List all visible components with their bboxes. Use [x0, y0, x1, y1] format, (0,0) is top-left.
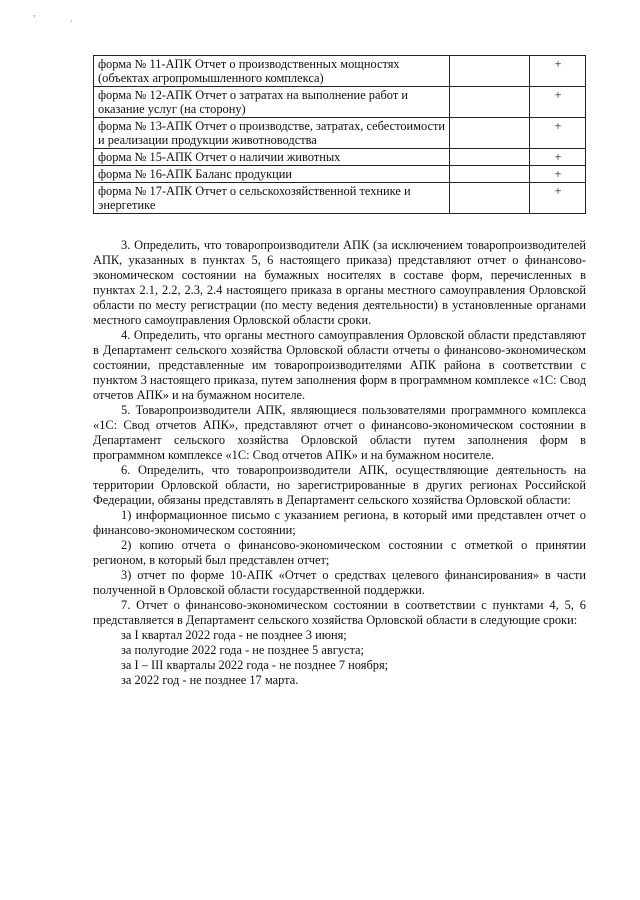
forms-table	[93, 55, 586, 214]
empty-cell	[450, 87, 530, 118]
deadline-9m: за I – III кварталы 2022 года - не позднее 7 ноября;	[121, 658, 389, 672]
paragraph-4: 4. Определить, что органы местного самоуправления Орловской области представляют в Департамент сельского хозяйства Орловской области отчеты о финансово-экономическом состоянии, представленные им товаропроизводителями АПК района в соответствии с пунктом 3 настоящего приказа, путем заполнения форм в программном комплексе «1С: Свод отчетов АПК» и на бумажном носителе.	[93, 328, 586, 402]
table-row	[94, 56, 586, 87]
plus-cell: +	[530, 166, 586, 183]
empty-cell	[450, 149, 530, 166]
subitem-1: 1) информационное письмо с указанием региона, в который ими представлен отчет о финансово-экономическом состоянии;	[93, 508, 586, 537]
plus-cell: +	[530, 183, 586, 214]
form-cell: форма № 16-АПК Баланс продукции	[94, 166, 450, 183]
plus-cell: +	[530, 56, 586, 87]
paragraph-6: 6. Определить, что товаропроизводители АПК, осуществляющие деятельность на территории Орловской области, но зарегистрированные в других регионах Российской Федерации, обязаны представлять в Департамент сельского хозяйства Орловской области:	[93, 463, 586, 507]
plus-cell: +	[530, 87, 586, 118]
form-cell: форма № 15-АПК Отчет о наличии животных	[94, 149, 450, 166]
form-cell: форма № 11-АПК Отчет о производственных мощностях (объектах агропромышленного комплекса)	[94, 56, 450, 87]
scan-mark: ˇ	[33, 14, 36, 23]
plus-cell: +	[530, 149, 586, 166]
paragraph-7: 7. Отчет о финансово-экономическом состоянии в соответствии с пунктами 4, 5, 6 представляется в Департамент сельского хозяйства Орловской области в следующие сроки:	[93, 598, 586, 627]
empty-cell	[450, 56, 530, 87]
empty-cell	[450, 166, 530, 183]
form-cell: форма № 13-АПК Отчет о производстве, затратах, себестоимости и реализации продукции животноводства	[94, 118, 450, 149]
table-row	[94, 149, 586, 166]
deadline-year: за 2022 год - не позднее 17 марта.	[121, 673, 299, 687]
form-cell: форма № 17-АПК Отчет о сельскохозяйственной технике и энергетике	[94, 183, 450, 214]
empty-cell	[450, 183, 530, 214]
deadline-h1: за полугодие 2022 года - не позднее 5 августа;	[121, 643, 364, 657]
subitem-2: 2) копию отчета о финансово-экономическом состоянии с отметкой о принятии регионом, в который был представлен отчет;	[93, 538, 586, 567]
deadline-q1: за I квартал 2022 года - не позднее 3 июня;	[121, 628, 347, 642]
plus-cell: +	[530, 118, 586, 149]
paragraph-3: 3. Определить, что товаропроизводители АПК (за исключением товаропроизводителей АПК, указанных в пунктах 5, 6 настоящего приказа) представляют отчет о финансово-экономическом состоянии на бумажных носителях в составе форм, перечисленных в пунктах 2.1, 2.2, 2.3, 2.4 настоящего приказа в органы местного самоуправления Орловской области по месту регистрации (по месту ведения деятельности) в установленные органами местного самоуправления Орловской области сроки.	[93, 238, 586, 327]
table-row	[94, 87, 586, 118]
paragraph-5: 5. Товаропроизводители АПК, являющиеся пользователями программного комплекса «1С: Свод отчетов АПК», представляют отчет о финансово-экономическом состоянии в Департамент сельского хозяйства Орловской области путем заполнения форм в программном комплексе «1С: Свод отчетов АПК» и на бумажном носителе.	[93, 403, 586, 462]
table-row	[94, 118, 586, 149]
scan-mark: ·	[70, 17, 73, 26]
table-row	[94, 183, 586, 214]
form-cell: форма № 12-АПК Отчет о затратах на выполнение работ и оказание услуг (на сторону)	[94, 87, 450, 118]
table-row	[94, 166, 586, 183]
body-text	[93, 238, 586, 688]
subitem-3: 3) отчет по форме 10-АПК «Отчет о средствах целевого финансирования» в части полученной в Орловской области государственной поддержки.	[93, 568, 586, 597]
empty-cell	[450, 118, 530, 149]
